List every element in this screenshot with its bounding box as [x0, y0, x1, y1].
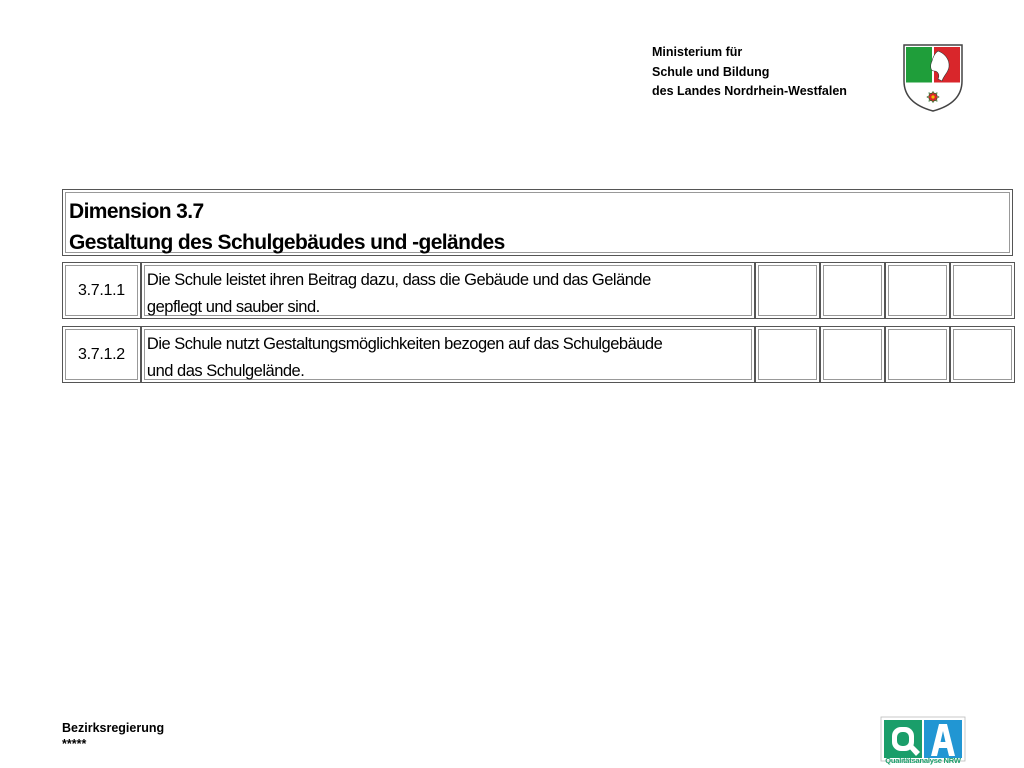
rating-cell-2[interactable]: [820, 326, 885, 383]
criterion-id: 3.7.1.2: [62, 326, 141, 383]
rating-cell-1[interactable]: [755, 326, 820, 383]
authority-stars: *****: [62, 737, 87, 751]
criterion-row: [62, 262, 1015, 319]
criterion-text: [141, 326, 755, 383]
rating-cell-2[interactable]: [820, 262, 885, 319]
criterion-text-line: Die Schule leistet ihren Beitrag dazu, dass die Gebäude und das Gelände: [146, 271, 651, 289]
rating-cell-1[interactable]: [755, 262, 820, 319]
rating-cell-4[interactable]: [950, 262, 1015, 319]
criterion-text: [141, 262, 755, 319]
rating-cell-3[interactable]: [885, 326, 950, 383]
footer-authority: [62, 720, 164, 752]
criterion-row: [62, 326, 1015, 383]
authority-label: Bezirksregierung: [62, 721, 165, 735]
criterion-id: 3.7.1.1: [62, 262, 141, 319]
dimension-header: [62, 189, 1013, 256]
dimension-subtitle: Gestaltung des Schulgebäudes und -geländes: [69, 231, 505, 254]
rating-cell-4[interactable]: [950, 326, 1015, 383]
rating-cell-3[interactable]: [885, 262, 950, 319]
qa-logo-caption: Qualitätsanalyse NRW: [885, 756, 961, 765]
criterion-text-line: gepflegt und sauber sind.: [146, 298, 320, 316]
criterion-text-line: und das Schulgelände.: [146, 362, 305, 380]
ministry-line-1: Ministerium für: [652, 45, 743, 59]
ministry-name: [652, 43, 847, 102]
criterion-text-line: Die Schule nutzt Gestaltungsmöglichkeiten bezogen auf das Schulgebäude: [146, 335, 663, 353]
ministry-line-3: des Landes Nordrhein-Westfalen: [652, 84, 847, 98]
ministry-line-2: Schule und Bildung: [652, 64, 770, 79]
nrw-coat-of-arms-icon: [902, 43, 964, 112]
dimension-title: Dimension 3.7: [69, 200, 204, 223]
